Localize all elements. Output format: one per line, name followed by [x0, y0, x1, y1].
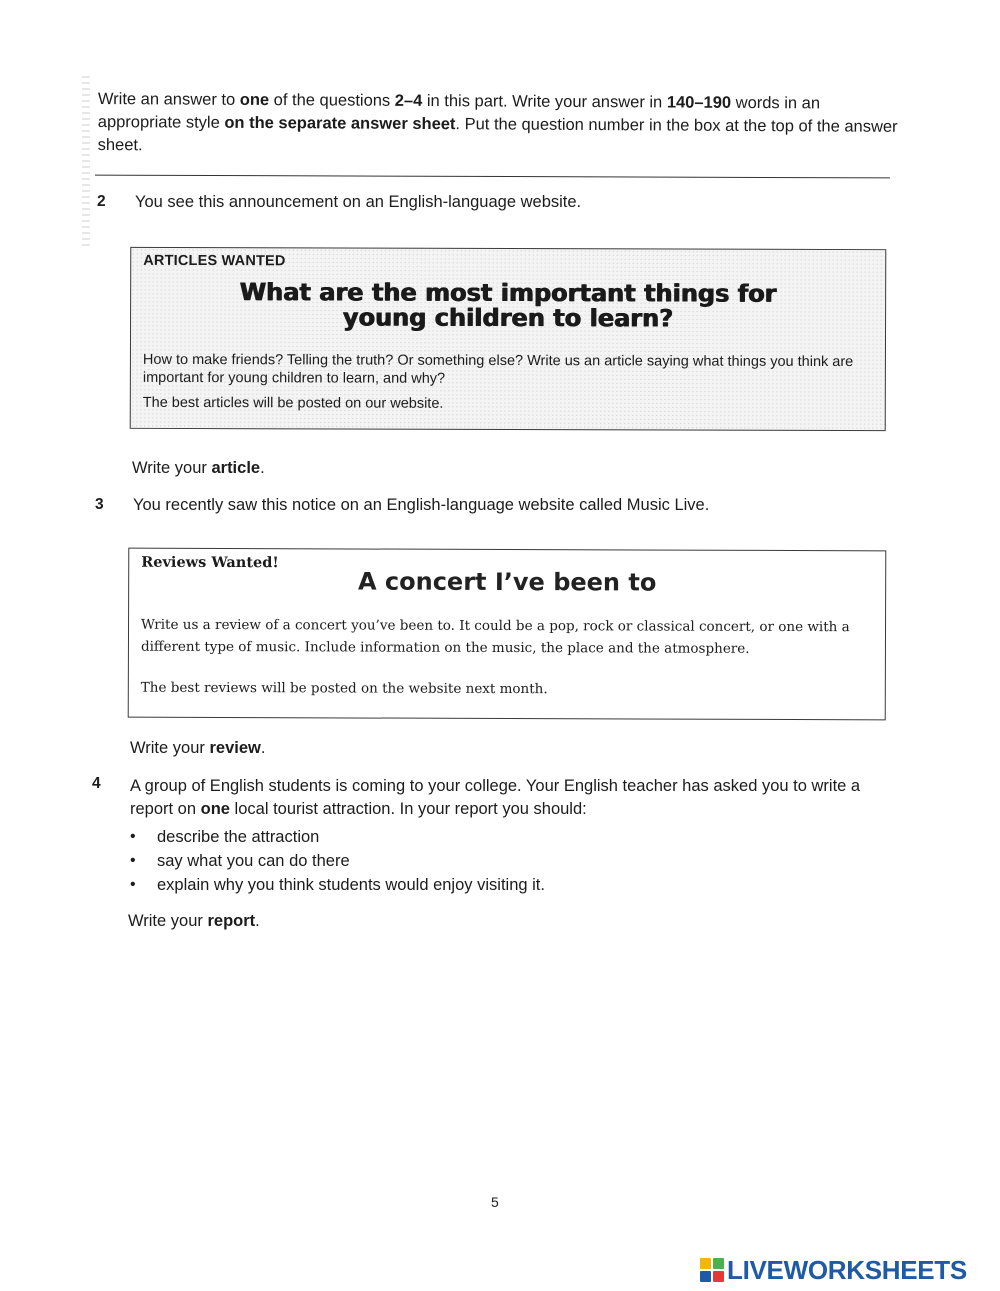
- reviews-wanted-notice: [128, 548, 887, 721]
- brand-name: LIVEWORKSHEETS: [727, 1254, 967, 1285]
- question-2-number: 2: [97, 193, 106, 210]
- logo-square-1: [700, 1258, 711, 1269]
- question-4-task: Write your report.: [128, 912, 260, 930]
- report-requirements-list: [130, 828, 730, 900]
- bullet-icon: •: [130, 828, 136, 845]
- question-2-prompt: You see this announcement on an English-language website.: [135, 193, 582, 211]
- logo-square-4: [713, 1271, 724, 1282]
- announcement-body: How to make friends? Telling the truth? Or something else? Write us an article saying what things you think are important for young children to learn, and why?: [142, 351, 854, 387]
- notice-label: Reviews Wanted!: [141, 553, 279, 572]
- articles-wanted-announcement: [130, 247, 887, 431]
- notice-body: Write us a review of a concert you’ve been to. It could be a pop, rock or classical concert, or one with a different type of music. Include information on the music, the place and the atmosphere.: [140, 616, 850, 657]
- liveworksheets-logo-icon: [700, 1258, 724, 1282]
- question-3-number: 3: [95, 496, 104, 513]
- scan-edge-decoration: [82, 76, 90, 246]
- announcement-footer: The best articles will be posted on our website.: [142, 394, 444, 412]
- question-4-number: 4: [92, 775, 101, 792]
- logo-square-2: [713, 1258, 724, 1269]
- announcement-title: [191, 280, 825, 332]
- list-item: • say what you can do there: [130, 852, 350, 870]
- announcement-title-line-2: young children to learn?: [342, 303, 674, 333]
- list-item: • explain why you think students would enjoy visiting it.: [130, 876, 545, 894]
- instructions-paragraph: Write an answer to one of the questions 2–4 in this part. Write your answer in 140–190 words in an appropriate style on the separate answer sheet. Put the question number in the box at the top of the answer sheet.: [97, 89, 898, 155]
- page-number: 5: [491, 1194, 499, 1210]
- bullet-icon: •: [130, 876, 136, 893]
- question-3-prompt: You recently saw this notice on an English-language website called Music Live.: [133, 496, 710, 514]
- logo-square-3: [700, 1271, 711, 1282]
- liveworksheets-brand[interactable]: [700, 1256, 967, 1284]
- notice-footer: The best reviews will be posted on the website next month.: [140, 679, 548, 698]
- announcement-title-line-1: What are the most important things for: [239, 278, 777, 308]
- announcement-label: ARTICLES WANTED: [143, 252, 286, 270]
- list-item: • describe the attraction: [130, 828, 320, 846]
- notice-title: A concert I’ve been to: [357, 567, 657, 597]
- bullet-icon: •: [130, 852, 136, 869]
- question-3-task: Write your review.: [130, 739, 266, 757]
- divider-line: [95, 175, 890, 179]
- question-4-prompt: A group of English students is coming to your college. Your English teacher has asked you to write a report on one local tourist attraction. In your report you should:: [130, 777, 861, 818]
- question-2-task: Write your article.: [132, 459, 265, 477]
